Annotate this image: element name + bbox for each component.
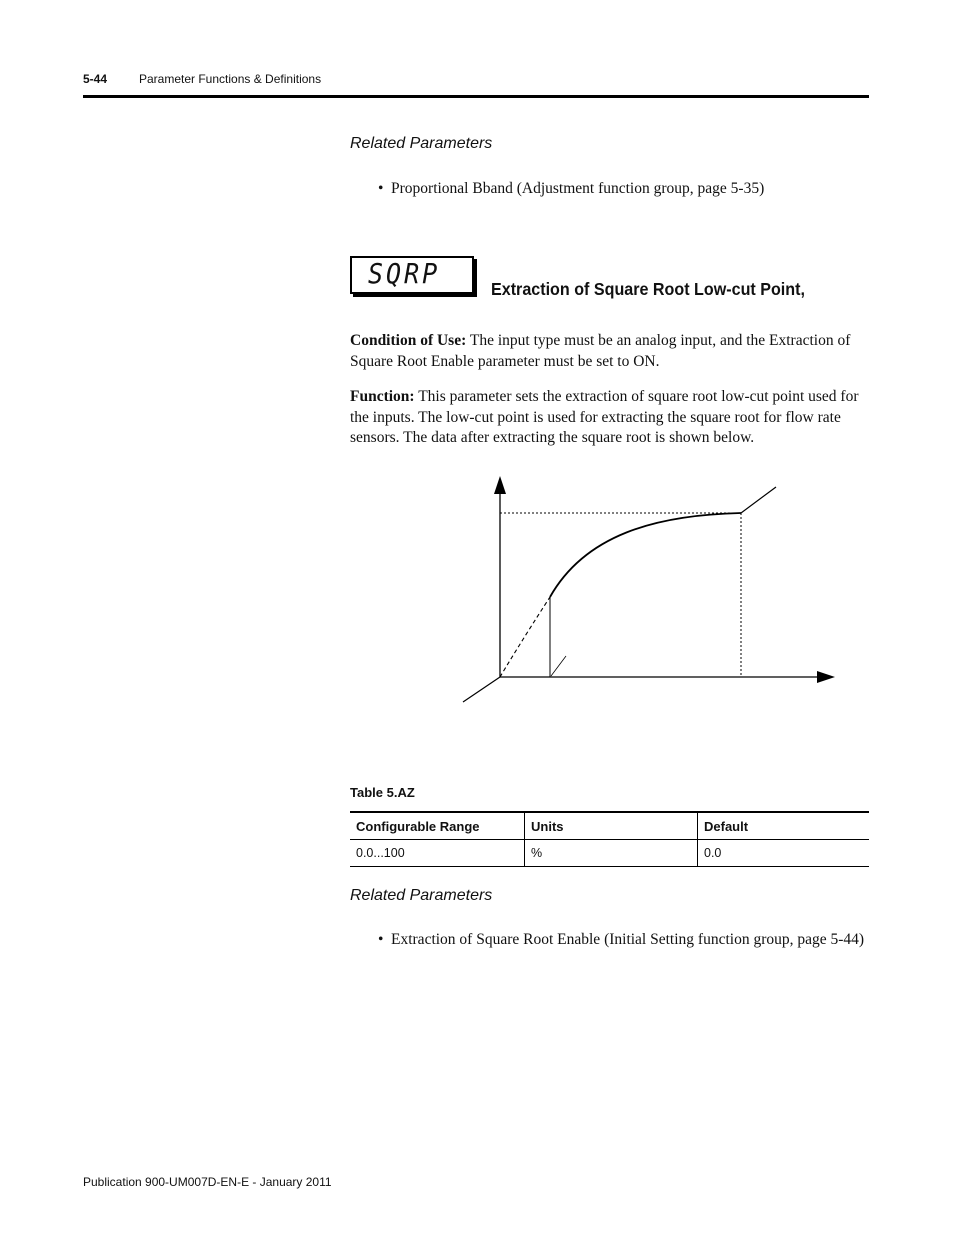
- related-parameters-heading: Related Parameters: [350, 135, 493, 152]
- x-axis-arrow-icon: [817, 671, 835, 683]
- table-caption: Table 5.AZ: [350, 785, 415, 800]
- column-header: Units: [525, 812, 698, 840]
- bullet-icon: •: [378, 931, 384, 948]
- lcd-display-icon: [350, 256, 474, 294]
- condition-of-use: [350, 331, 870, 372]
- table-row: [350, 840, 869, 867]
- page-number: 5-44: [83, 72, 108, 86]
- related-parameter-item: [378, 179, 868, 199]
- function-description: [350, 387, 870, 449]
- publication-footer: Publication 900-UM007D-EN-E - January 2011: [83, 1175, 332, 1189]
- bullet-icon: •: [378, 180, 384, 197]
- square-root-curve: [550, 513, 741, 597]
- square-root-extraction-diagram: [455, 470, 845, 710]
- lcd-display-code: SQRP: [368, 257, 441, 290]
- condition-label: Condition of Use:: [350, 332, 467, 349]
- related-parameter-text: Proportional Bband (Adjustment function group, page 5-35): [391, 180, 765, 197]
- table-header-row: [350, 812, 869, 840]
- y-axis-arrow-icon: [494, 476, 506, 494]
- low-cut-pointer-line: [551, 656, 566, 676]
- upper-extension-line: [741, 487, 776, 513]
- lower-extension-line: [463, 677, 500, 702]
- related-parameter-text: Extraction of Square Root Enable (Initial Setting function group, page 5-44): [391, 931, 865, 948]
- related-parameters-heading: Related Parameters: [350, 887, 493, 904]
- section-name: Parameter Functions & Definitions: [139, 72, 322, 86]
- function-label: Function:: [350, 388, 415, 405]
- condition-text: The input type must be an analog input, and the Extraction of Square Root Enable parameter must be set to ON.: [350, 332, 851, 370]
- related-parameter-item: [378, 930, 868, 950]
- parameter-title: Extraction of Square Root Low-cut Point,: [491, 279, 805, 299]
- header-rule: [83, 95, 869, 98]
- column-header: Default: [698, 812, 870, 840]
- table-cell: %: [525, 840, 698, 867]
- function-text: This parameter sets the extraction of square root low-cut point used for the inputs. The low-cut point is used for extracting the square root for flow rate sensors. The data after extracting the square root is shown below.: [350, 388, 859, 446]
- square-root-dashed-segment: [500, 597, 550, 677]
- table-cell: 0.0: [698, 840, 870, 867]
- parameter-settings-table: [350, 811, 869, 867]
- column-header: Configurable Range: [350, 812, 525, 840]
- table-cell: 0.0...100: [350, 840, 525, 867]
